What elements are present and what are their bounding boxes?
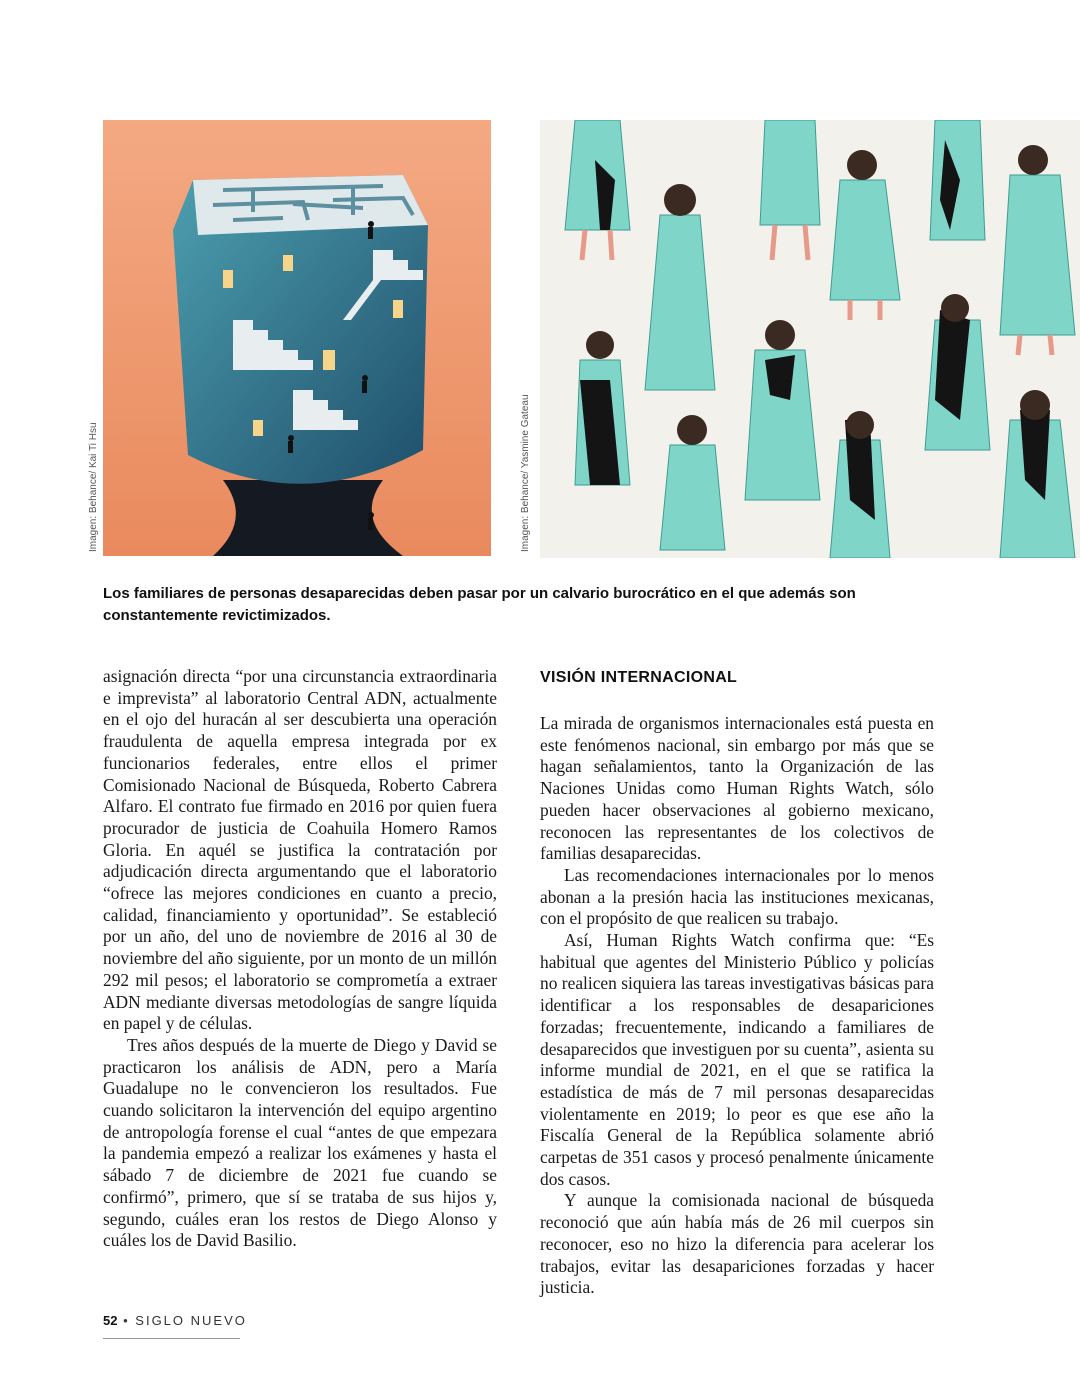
article-column-right bbox=[540, 713, 934, 1299]
page-footer bbox=[103, 1313, 247, 1328]
section-heading: VISIÓN INTERNACIONAL bbox=[540, 669, 738, 686]
illustration-women bbox=[540, 120, 1080, 558]
footer-separator: • bbox=[123, 1313, 130, 1328]
paragraph: Y aunque la comisionada nacional de búsqueda reconoció que aún había más de 26 mil cuerpos sin reconocer, eso no hizo la diferencia para acelerar los trabajos, evitar las desapariciones forzadas y hacer justicia. bbox=[540, 1190, 934, 1298]
maze-head-artwork bbox=[103, 120, 491, 556]
magazine-name: SIGLO NUEVO bbox=[135, 1313, 247, 1328]
footer-divider bbox=[103, 1338, 240, 1339]
paragraph: asignación directa “por una circunstancia extraordinaria e imprevista” al laboratorio Central ADN, actualmente en el ojo del huracán al ser descubierta una operación fraudulenta de aquella empresa integrada por ex funcionarios federales, entre ellos el primer Comisionado Nacional de Búsqueda, Roberto Cabrera Alfaro. El contrato fue firmado en 2016 por quien fuera procurador de justicia de Coahuila Homero Ramos Gloria. En aquél se justifica la contratación por adjudicación directa argumentando que el laboratorio “ofrece las mejores condiciones en cuanto a precio, calidad, financiamiento y oportunidad”. Se estableció por un año, del uno de noviembre de 2016 al 30 de noviembre del año siguiente, por un monto de un millón 292 mil pesos; el laboratorio se comprometía a extraer ADN mediante diversas metodologías de sangre líquida en papel y de células. bbox=[103, 666, 497, 1034]
paragraph: Tres años después de la muerte de Diego y David se practicaron los análisis de ADN, pero a María Guadalupe no le convencieron los resultados. Fue cuando solicitaron la intervención del equipo argentino de antropología forense el cual “antes de que empezara la pandemia empezó a realizar los exámenes y hasta el sábado 7 de diciembre de 2021 fue cuando se confirmó”, primero, que sí se trataba de sus hijos y, segundo, cuáles eran los restos de Diego Alonso y cuáles los de David Basilio. bbox=[103, 1034, 497, 1251]
illustration-maze-head bbox=[103, 120, 491, 556]
paragraph: La mirada de organismos internacionales está puesta en este fenómenos nacional, sin embargo por más que se hagan señalamientos, tanto la Organización de las Naciones Unidas como Human Rights Watch, sólo pueden hacer observaciones al gobierno mexicano, reconocen las representantes de los colectivos de familias desaparecidas. bbox=[540, 713, 934, 864]
image-credit-right: Imagen: Behance/ Yasmine Gateau bbox=[520, 394, 531, 552]
page-number: 52 bbox=[103, 1313, 118, 1328]
image-caption: Los familiares de personas desaparecidas deben pasar por un calvario burocrático en el que además son constantemente revictimizados. bbox=[103, 585, 856, 624]
women-artwork bbox=[540, 120, 1080, 558]
article-column-left bbox=[103, 666, 497, 1252]
paragraph: Así, Human Rights Watch confirma que: “Es habitual que agentes del Ministerio Público y policías no realicen siquiera las tareas investigativas básicas para identificar a los responsables de desapariciones forzadas; frecuentemente, indicando a familiares de desaparecidos que investiguen por su cuenta”, asienta su informe mundial de 2021, en el que se ratifica la estadística de más de 7 mil personas desaparecidas violentamente en 2019; lo peor es que ese año la Fiscalía General de la República solamente abrió carpetas de 351 casos y procesó penalmente únicamente dos casos. bbox=[540, 930, 934, 1189]
paragraph: Las recomendaciones internacionales por lo menos abonan a la presión hacia las instituciones mexicanas, con el propósito de que realicen su trabajo. bbox=[540, 864, 934, 929]
image-credit-left: Imagen: Behance/ Kai Ti Hsu bbox=[88, 422, 99, 552]
